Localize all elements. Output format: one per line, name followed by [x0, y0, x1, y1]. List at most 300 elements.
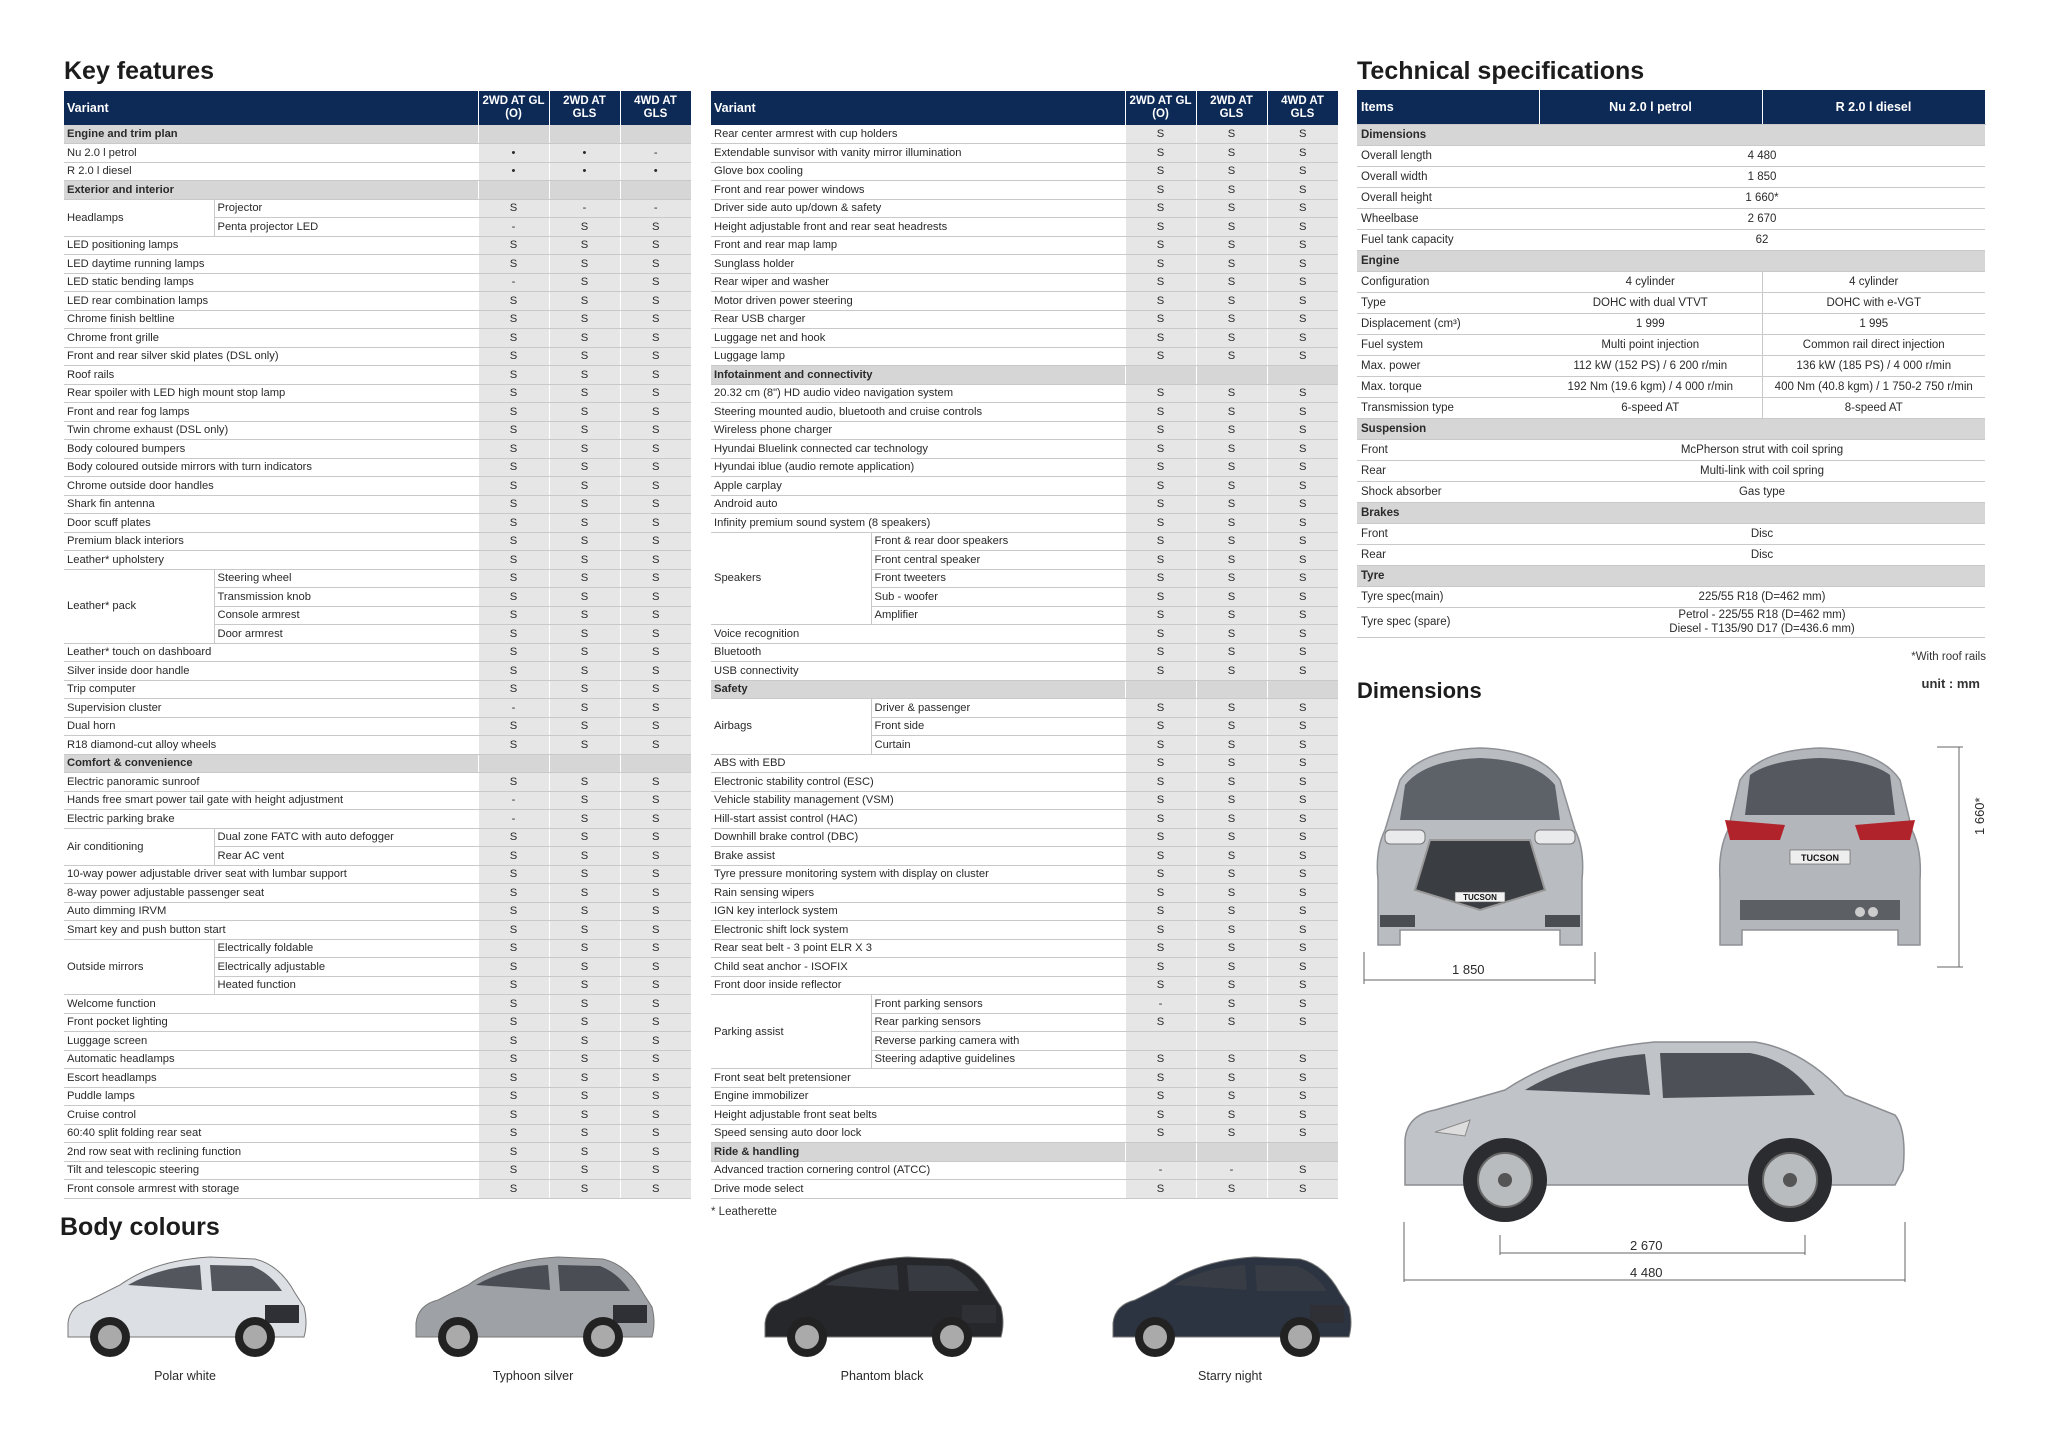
feature-value: -	[620, 199, 691, 218]
feature-row	[64, 1180, 691, 1199]
feature-value: S	[1125, 865, 1196, 884]
spec-value: 4 480	[1539, 145, 1985, 166]
feature-value: -	[1196, 1161, 1267, 1180]
section-heading: Safety	[711, 680, 1125, 699]
feature-row	[711, 440, 1338, 459]
feature-label: Rear spoiler with LED high mount stop lamp	[64, 384, 478, 403]
feature-value: S	[620, 680, 691, 699]
feature-value: S	[549, 625, 620, 644]
feature-value: S	[620, 1161, 691, 1180]
feature-value: S	[478, 773, 549, 792]
feature-sub-label: Curtain	[871, 736, 1125, 755]
feature-value: S	[478, 1106, 549, 1125]
feature-value: S	[1125, 643, 1196, 662]
feature-value: S	[1125, 588, 1196, 607]
front-badge: TUCSON	[1463, 893, 1497, 902]
body-colour-swatch	[60, 1245, 310, 1383]
feature-row	[711, 181, 1338, 200]
feature-value: S	[1267, 736, 1338, 755]
feature-row	[64, 810, 691, 829]
feature-sub-label: Steering adaptive guidelines	[871, 1050, 1125, 1069]
feature-row	[711, 976, 1338, 995]
feature-value: S	[620, 699, 691, 718]
feature-value: S	[620, 773, 691, 792]
feature-value: S	[1196, 477, 1267, 496]
feature-value: S	[549, 921, 620, 940]
feature-value: S	[478, 236, 549, 255]
feature-row	[711, 162, 1338, 181]
feature-row	[64, 292, 691, 311]
spec-row	[1357, 397, 1985, 418]
feature-value: S	[1125, 514, 1196, 533]
spec-row	[1357, 229, 1985, 250]
feature-value: •	[549, 162, 620, 181]
feature-row	[64, 717, 691, 736]
feature-value: S	[1196, 736, 1267, 755]
feature-row	[711, 1069, 1338, 1088]
feature-value: S	[549, 736, 620, 755]
col-header: 4WD AT GLS	[1267, 91, 1338, 125]
feature-value: S	[549, 1050, 620, 1069]
spec-value: 1 850	[1539, 166, 1985, 187]
feature-row	[64, 551, 691, 570]
feature-value: S	[549, 403, 620, 422]
feature-value: S	[478, 477, 549, 496]
feature-value: S	[620, 865, 691, 884]
dimensions-title: Dimensions	[1357, 678, 1482, 703]
spec-label: Fuel system	[1357, 334, 1539, 355]
spec-row	[1357, 145, 1985, 166]
spec-label: Wheelbase	[1357, 208, 1539, 229]
feature-value: S	[1196, 310, 1267, 329]
feature-value: S	[1125, 1124, 1196, 1143]
feature-row	[711, 1180, 1338, 1199]
feature-value: S	[1196, 384, 1267, 403]
feature-sub-row	[64, 199, 691, 218]
feature-value: •	[620, 162, 691, 181]
feature-value: S	[1267, 551, 1338, 570]
feature-value: S	[1125, 532, 1196, 551]
feature-label: Rear wiper and washer	[711, 273, 1125, 292]
feature-label: Extendable sunvisor with vanity mirror illumination	[711, 144, 1125, 163]
spec-value: Gas type	[1539, 481, 1985, 502]
feature-value: S	[549, 680, 620, 699]
spec-diesel-value: 400 Nm (40.8 kgm) / 1 750-2 750 r/min	[1762, 376, 1985, 397]
feature-value: S	[549, 514, 620, 533]
feature-label: Advanced traction cornering control (ATCC)	[711, 1161, 1125, 1180]
feature-label: Roof rails	[64, 366, 478, 385]
feature-value: S	[478, 828, 549, 847]
feature-label: Nu 2.0 l petrol	[64, 144, 478, 163]
feature-value: S	[620, 310, 691, 329]
feature-value: S	[1196, 939, 1267, 958]
feature-value: S	[478, 643, 549, 662]
feature-value: S	[620, 1032, 691, 1051]
feature-group-label: Speakers	[711, 532, 871, 625]
feature-value: S	[478, 1180, 549, 1199]
feature-value: S	[1196, 273, 1267, 292]
feature-sub-label: Door armrest	[214, 625, 478, 644]
feature-value: S	[1267, 329, 1338, 348]
feature-value: S	[478, 1143, 549, 1162]
feature-sub-row	[64, 569, 691, 588]
feature-value: S	[1267, 1013, 1338, 1032]
feature-label: Engine immobilizer	[711, 1087, 1125, 1106]
spec-label: Overall height	[1357, 187, 1539, 208]
feature-value: S	[620, 606, 691, 625]
body-colour-swatch	[408, 1245, 658, 1383]
spec-section-row	[1357, 418, 1985, 439]
feature-row	[64, 773, 691, 792]
feature-row	[64, 736, 691, 755]
feature-value: •	[549, 144, 620, 163]
feature-row	[711, 403, 1338, 422]
section-value-cell	[478, 754, 549, 773]
feature-label: Android auto	[711, 495, 1125, 514]
feature-sub-label: Dual zone FATC with auto defogger	[214, 828, 478, 847]
feature-label: Tyre pressure monitoring system with display on cluster	[711, 865, 1125, 884]
feature-row	[711, 884, 1338, 903]
feature-value: S	[1267, 495, 1338, 514]
feature-row	[64, 1161, 691, 1180]
feature-sub-label: Front central speaker	[871, 551, 1125, 570]
feature-label: Tilt and telescopic steering	[64, 1161, 478, 1180]
spec-section-row	[1357, 124, 1985, 145]
spec-section-heading: Dimensions	[1357, 124, 1985, 145]
spec-row	[1357, 439, 1985, 460]
petrol-header: Nu 2.0 l petrol	[1539, 90, 1762, 124]
feature-label: Brake assist	[711, 847, 1125, 866]
feature-value: S	[1267, 754, 1338, 773]
section-row	[64, 181, 691, 200]
feature-value: S	[478, 347, 549, 366]
feature-value: S	[1267, 606, 1338, 625]
feature-value: S	[478, 884, 549, 903]
feature-value: S	[1125, 144, 1196, 163]
feature-value: S	[1125, 1069, 1196, 1088]
feature-value: S	[1125, 440, 1196, 459]
feature-value: S	[1125, 477, 1196, 496]
spec-row	[1357, 334, 1985, 355]
feature-row	[64, 865, 691, 884]
section-row	[711, 1143, 1338, 1162]
feature-value: S	[620, 791, 691, 810]
feature-value: S	[478, 902, 549, 921]
feature-value: •	[478, 144, 549, 163]
feature-value: S	[478, 495, 549, 514]
feature-sub-label: Reverse parking camera with	[871, 1032, 1125, 1051]
feature-value: S	[1125, 551, 1196, 570]
spec-label: Front	[1357, 439, 1539, 460]
feature-value: S	[1196, 828, 1267, 847]
feature-value: S	[478, 847, 549, 866]
feature-label: Glove box cooling	[711, 162, 1125, 181]
feature-row	[64, 1013, 691, 1032]
spec-label: Overall length	[1357, 145, 1539, 166]
feature-value: S	[478, 865, 549, 884]
feature-label: Hyundai iblue (audio remote application)	[711, 458, 1125, 477]
feature-row	[711, 421, 1338, 440]
feature-value: S	[1196, 717, 1267, 736]
feature-value: S	[1196, 421, 1267, 440]
feature-value: S	[549, 902, 620, 921]
feature-value: S	[549, 1143, 620, 1162]
spec-diesel-value: 136 kW (185 PS) / 4 000 r/min	[1762, 355, 1985, 376]
feature-value: S	[1267, 273, 1338, 292]
feature-value: S	[1267, 310, 1338, 329]
feature-group-label: Air conditioning	[64, 828, 214, 865]
feature-label: LED positioning lamps	[64, 236, 478, 255]
feature-label: IGN key interlock system	[711, 902, 1125, 921]
feature-value: S	[1125, 1087, 1196, 1106]
feature-row	[64, 477, 691, 496]
feature-row	[64, 921, 691, 940]
feature-value: S	[1196, 458, 1267, 477]
feature-row	[64, 347, 691, 366]
feature-value: S	[620, 1124, 691, 1143]
feature-value: S	[620, 1143, 691, 1162]
spec-diesel-value: 8-speed AT	[1762, 397, 1985, 418]
feature-value: S	[1196, 1106, 1267, 1125]
feature-row	[711, 458, 1338, 477]
feature-label: Bluetooth	[711, 643, 1125, 662]
feature-row	[711, 1106, 1338, 1125]
feature-value: S	[1196, 440, 1267, 459]
feature-value: S	[620, 884, 691, 903]
feature-value: S	[620, 1013, 691, 1032]
spec-value	[1539, 607, 1985, 637]
spec-row	[1357, 376, 1985, 397]
feature-value: S	[1267, 1050, 1338, 1069]
feature-value: S	[1196, 144, 1267, 163]
feature-label: Height adjustable front and rear seat headrests	[711, 218, 1125, 237]
feature-label: Apple carplay	[711, 477, 1125, 496]
feature-row	[64, 1069, 691, 1088]
spec-petrol-value: 6-speed AT	[1539, 397, 1762, 418]
feature-value: S	[549, 292, 620, 311]
feature-value: S	[1125, 292, 1196, 311]
spec-label: Fuel tank capacity	[1357, 229, 1539, 250]
spec-diesel-value: 1 995	[1762, 313, 1985, 334]
colour-name: Typhoon silver	[492, 1369, 574, 1383]
feature-row	[64, 902, 691, 921]
feature-row	[711, 144, 1338, 163]
feature-value: S	[1267, 421, 1338, 440]
feature-value: S	[478, 440, 549, 459]
feature-value: S	[1196, 976, 1267, 995]
feature-label: Luggage net and hook	[711, 329, 1125, 348]
feature-label: R18 diamond-cut alloy wheels	[64, 736, 478, 755]
feature-value: S	[478, 514, 549, 533]
feature-value: S	[1125, 625, 1196, 644]
spec-petrol-value: 112 kW (152 PS) / 6 200 r/min	[1539, 355, 1762, 376]
feature-value: S	[1267, 699, 1338, 718]
spare-diesel: Diesel - T135/90 D17 (D=436.6 mm)	[1669, 623, 1855, 635]
col-header: 2WD AT GLS	[549, 91, 620, 125]
feature-value: S	[478, 606, 549, 625]
feature-value: S	[1196, 514, 1267, 533]
feature-value: S	[1267, 440, 1338, 459]
feature-row	[64, 1050, 691, 1069]
feature-label: LED rear combination lamps	[64, 292, 478, 311]
feature-value: S	[1196, 643, 1267, 662]
feature-sub-label: Amplifier	[871, 606, 1125, 625]
feature-value: S	[1196, 162, 1267, 181]
feature-label: Premium black interiors	[64, 532, 478, 551]
feature-value: S	[1125, 976, 1196, 995]
spec-label: Transmission type	[1357, 397, 1539, 418]
feature-row	[64, 366, 691, 385]
feature-label: Body coloured outside mirrors with turn indicators	[64, 458, 478, 477]
feature-row	[711, 921, 1338, 940]
feature-label: Electric parking brake	[64, 810, 478, 829]
feature-value: •	[478, 162, 549, 181]
feature-value: S	[549, 495, 620, 514]
feature-value: S	[549, 1180, 620, 1199]
section-heading: Comfort & convenience	[64, 754, 478, 773]
feature-value: S	[478, 1124, 549, 1143]
feature-value: -	[478, 699, 549, 718]
feature-sub-row	[711, 995, 1338, 1014]
feature-row	[711, 218, 1338, 237]
key-features-title: Key features	[64, 57, 215, 85]
feature-value: S	[1125, 273, 1196, 292]
spec-section-heading: Suspension	[1357, 418, 1985, 439]
feature-value: S	[1267, 643, 1338, 662]
feature-value: S	[1196, 884, 1267, 903]
items-header: Items	[1357, 90, 1539, 124]
feature-label: Front and rear silver skid plates (DSL only)	[64, 347, 478, 366]
feature-sub-label: Heated function	[214, 976, 478, 995]
feature-value: S	[620, 366, 691, 385]
diesel-header: R 2.0 l diesel	[1762, 90, 1985, 124]
feature-value: S	[1196, 532, 1267, 551]
feature-value: S	[478, 1087, 549, 1106]
feature-value: S	[1125, 199, 1196, 218]
feature-label: 20.32 cm (8") HD audio video navigation system	[711, 384, 1125, 403]
key-features-table	[64, 91, 692, 1199]
feature-label: Rain sensing wipers	[711, 884, 1125, 903]
feature-row	[711, 292, 1338, 311]
feature-value: S	[1267, 902, 1338, 921]
feature-value: S	[1267, 1106, 1338, 1125]
spec-value: 62	[1539, 229, 1985, 250]
car-image	[408, 1245, 658, 1365]
colour-name: Phantom black	[840, 1369, 924, 1383]
feature-sub-label: Front parking sensors	[871, 995, 1125, 1014]
rear-view-figure	[1700, 740, 1940, 980]
feature-value: S	[620, 495, 691, 514]
feature-row	[711, 310, 1338, 329]
feature-value: S	[1196, 1069, 1267, 1088]
spec-petrol-value: 4 cylinder	[1539, 271, 1762, 292]
feature-sub-label: Front side	[871, 717, 1125, 736]
feature-value: S	[1267, 384, 1338, 403]
feature-row	[64, 643, 691, 662]
feature-label: 8-way power adjustable passenger seat	[64, 884, 478, 903]
feature-label: 60:40 split folding rear seat	[64, 1124, 478, 1143]
section-row	[711, 680, 1338, 699]
spec-label: Rear	[1357, 460, 1539, 481]
feature-value: S	[1125, 310, 1196, 329]
feature-label: Voice recognition	[711, 625, 1125, 644]
feature-value: S	[620, 995, 691, 1014]
feature-value: S	[478, 329, 549, 348]
feature-value: S	[1267, 791, 1338, 810]
section-value-cell	[1267, 1143, 1338, 1162]
feature-value: S	[1267, 717, 1338, 736]
unit-label: unit : mm	[1921, 676, 1980, 691]
feature-sub-label: Front tweeters	[871, 569, 1125, 588]
feature-value: S	[1267, 403, 1338, 422]
feature-label: LED daytime running lamps	[64, 255, 478, 274]
feature-label: Vehicle stability management (VSM)	[711, 791, 1125, 810]
feature-label: Speed sensing auto door lock	[711, 1124, 1125, 1143]
feature-value	[1267, 1032, 1338, 1051]
feature-value: S	[1125, 1106, 1196, 1125]
section-heading: Ride & handling	[711, 1143, 1125, 1162]
feature-value: S	[478, 569, 549, 588]
feature-row	[64, 1124, 691, 1143]
feature-value: -	[1125, 995, 1196, 1014]
feature-value: S	[1125, 736, 1196, 755]
feature-label: Leather* upholstery	[64, 551, 478, 570]
feature-value: S	[478, 1013, 549, 1032]
feature-label: Puddle lamps	[64, 1087, 478, 1106]
feature-value: S	[478, 1161, 549, 1180]
wheelbase-label: 2 670	[1630, 1238, 1663, 1253]
feature-label: Smart key and push button start	[64, 921, 478, 940]
spec-row	[1357, 586, 1985, 607]
car-image	[757, 1245, 1007, 1365]
feature-value: S	[620, 828, 691, 847]
feature-row	[64, 884, 691, 903]
feature-value: S	[549, 551, 620, 570]
feature-sub-label: Electrically foldable	[214, 939, 478, 958]
feature-value: S	[1267, 773, 1338, 792]
feature-value: S	[1267, 1069, 1338, 1088]
feature-row	[64, 791, 691, 810]
feature-value: S	[1196, 865, 1267, 884]
feature-value: S	[1196, 569, 1267, 588]
feature-value: S	[1267, 995, 1338, 1014]
spec-label: Max. power	[1357, 355, 1539, 376]
feature-value: S	[1125, 384, 1196, 403]
feature-value: S	[620, 921, 691, 940]
spec-petrol-value: 1 999	[1539, 313, 1762, 334]
feature-row	[711, 329, 1338, 348]
spec-value: Disc	[1539, 544, 1985, 565]
feature-value: S	[549, 347, 620, 366]
feature-value: S	[620, 532, 691, 551]
feature-row	[64, 255, 691, 274]
feature-value: S	[549, 366, 620, 385]
feature-value: S	[1267, 162, 1338, 181]
colour-name: Polar white	[154, 1369, 216, 1383]
spec-label: Tyre spec (spare)	[1357, 607, 1539, 637]
feature-row	[711, 754, 1338, 773]
feature-value: S	[549, 958, 620, 977]
feature-sub-label: Projector	[214, 199, 478, 218]
feature-value: S	[549, 828, 620, 847]
feature-value: S	[1196, 921, 1267, 940]
feature-label: Front seat belt pretensioner	[711, 1069, 1125, 1088]
front-view-figure	[1360, 740, 1600, 980]
feature-sub-label: Transmission knob	[214, 588, 478, 607]
feature-label: Electronic stability control (ESC)	[711, 773, 1125, 792]
spec-value: McPherson strut with coil spring	[1539, 439, 1985, 460]
spec-value: Multi-link with coil spring	[1539, 460, 1985, 481]
